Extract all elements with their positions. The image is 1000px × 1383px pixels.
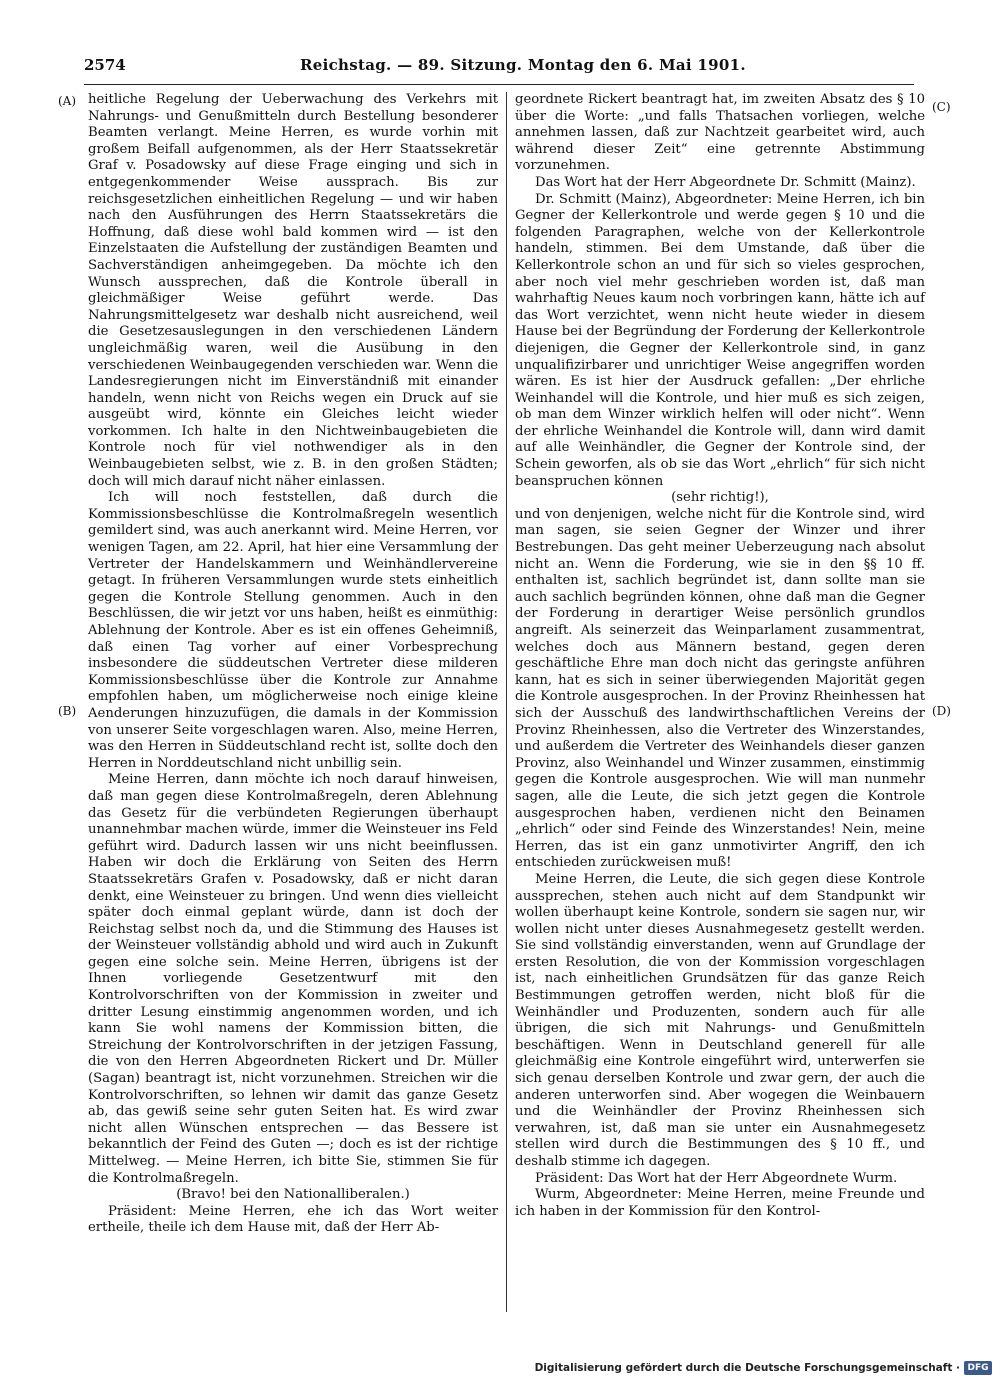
paragraph: Das Wort hat der Herr Abgeordnete Dr. Schmitt (Mainz).	[535, 174, 916, 190]
page-header	[84, 56, 914, 78]
margin-mark-c: (C)	[932, 100, 951, 114]
column-divider	[506, 92, 507, 1312]
left-column	[88, 92, 498, 1237]
paragraph: Wurm, Abgeordneter: Meine Herren, meine Freunde und ich haben in der Kommission für den Kontrol-	[515, 1187, 925, 1219]
paragraph: Meine Herren, die Leute, die sich gegen diese Kontrole aussprechen, stehen auch nicht auf dem Standpunkt wir wollen überhaupt keine Kontrole, sondern sie sagen nur, wir wollen nicht unter dieses Ausnahmegesetz gestellt werden. Sie sind vollständig einverstanden, wenn auf Grundlage der ersten Resolution, die von der Kommission vorgeschlagen ist, nach einheitlichen Grundsätzen für das ganze Reich Bestimmungen getroffen werden, nicht bloß für die Weinhändler und Produzenten, sondern auch für alle übrigen, die sich mit Nahrungs- und Genußmitteln beschäftigen. Wenn in Deutschland generell für alle gleichmäßig eine Kontrole eingeführt wird, unterwerfen sie sich genau derselben Kontrole und zwar gern, der auch die anderen unterworfen sind. Aber wogegen die Weinbauern und die Weinhändler der Provinz Rheinhessen sich verwahren, ist, daß man sie unter ein Ausnahmegesetz stellen wird durch die Bestimmungen des § 10 ff., und deshalb stimme ich dagegen.	[515, 871, 925, 1169]
paragraph: Präsident: Das Wort hat der Herr Abgeordnete Wurm.	[535, 1170, 898, 1186]
paragraph: und von denjenigen, welche nicht für die Kontrole sind, wird man sagen, sie seien Gegner der Winzer und ihrer Bestrebungen. Das geht meiner Ueberzeugung nach absolut nicht an. Wenn die Forderung, wie sie in den §§ 10 ff. enthalten ist, sachlich begründet ist, dann sollte man sie auch sachlich begründen können, ohne daß man die Gegner der Forderung in derartiger Weise persönlich grundlos angreift. Als seinerzeit das Weinparlament zusammentrat, welches doch aus Männern bestand, gegen deren geschäftliche Ehre man doch nicht das geringste anführen kann, hat es sich in seiner überwiegenden Majorität gegen die Kontrole ausgesprochen. In der Provinz Rheinhessen hat sich der Ausschuß des landwirthschaftlichen Vereins der Provinz Rheinhessen, also die Vertreter des Winzerstandes, und außerdem die Vertreter des Weinhandels dieser ganzen Provinz, also Weinhandel und Winzer zusammen, einstimmig gegen die Kontrole ausgesprochen. Wie will man nunmehr sagen, alle die Leute, die sich jetzt gegen die Kontrole ausgesprochen haben, verdienen nicht den Beinamen „ehrlich“ oder sind Feinde des Winzerstandes! Nein, meine Herren, das ist ein ganz unmotivirter Angriff, den ich entschieden zurückweisen muß!	[515, 506, 925, 871]
margin-mark-d: (D)	[932, 704, 951, 718]
margin-mark-a: (A)	[58, 94, 77, 108]
header-rule	[84, 84, 914, 85]
paragraph: Meine Herren, dann möchte ich noch darauf hinweisen, daß man gegen diese Kontrolmaßregeln, deren Ablehnung das Gesetz für die verbündeten Regierungen überhaupt unannehmbar machen würde, immer die Weinsteuer ins Feld geführt wird. Dadurch lassen wir uns nicht beeinflussen. Haben wir doch die Erklärung von Seiten des Herrn Staatssekretärs Grafen v. Posadowsky, daß er nicht daran denkt, eine Weinsteuer zu bringen. Und wenn dies vielleicht später doch einmal geplant würde, dann ist doch der Reichstag selbst noch da, und die Stimmung des Hauses ist der Weinsteuer vollständig abhold und wird auch in Zukunft gegen eine solche sein. Meine Herren, übrigens ist der Ihnen vorliegende Gesetzentwurf mit den Kontrolvorschriften von der Kommission in zweiter und dritter Lesung einstimmig angenommen worden, und ich kann Sie wohl namens der Kommission bitten, die Streichung der Kontrolvorschriften in der jetzigen Fassung, die von den Herren Abgeordneten Rickert und Dr. Müller (Sagan) beantragt ist, nicht vorzunehmen. Streichen wir die Kontrolvorschriften, so lehnen wir damit das ganze Gesetz ab, das gewiß seine sehr guten Seiten hat. Es wird zwar nicht allen Wünschen entsprechen — das Bessere ist bekanntlich der Feind des Guten —; doch es ist der richtige Mittelweg. — Meine Herren, ich bitte Sie, stimmen Sie für die Kontrolmaßregeln.	[88, 772, 498, 1186]
page-number: 2574	[84, 56, 126, 74]
paragraph: Ich will noch feststellen, daß durch die Kommissionsbeschlüsse die Kontrolmaßregeln wesentlich gemildert sind, was auch anerkannt wird. Meine Herren, vor wenigen Tagen, am 22. April, hat hier eine Versammlung der Vertreter der Handelskammern und Weinhändlervereine getagt. In früheren Versammlungen wurde stets einheitlich gegen die Kontrole Stellung genommen. Auch in den Beschlüssen, die wir jetzt vor uns haben, heißt es einmüthig: Ablehnung der Kontrole. Aber es ist ein offenes Geheimniß, daß einen Tag vorher auf einer Vorbesprechung insbesondere die süddeutschen Vertreter diese milderen Kommissionsbeschlüsse über die Kontrole zur Annahme empfohlen haben, um möglicherweise noch einige kleine Aenderungen hinzuzufügen, die damals in der Kommission von unserer Seite vorgeschlagen waren. Also, meine Herren, was den Herren in Süddeutschland recht ist, sollte doch den Herren in Norddeutschland nicht unbillig sein.	[88, 490, 498, 771]
funding-note: Digitalisierung gefördert durch die Deutsche Forschungsgemeinschaft ·	[534, 1362, 960, 1374]
margin-mark-b: (B)	[58, 704, 77, 718]
running-title: Reichstag. — 89. Sitzung. Montag den 6. Mai 1901.	[300, 56, 746, 74]
page-footer	[0, 1361, 1000, 1379]
dfg-logo: DFG	[964, 1361, 992, 1375]
right-column	[515, 92, 925, 1220]
paragraph: Dr. Schmitt (Mainz), Abgeordneter: Meine Herren, ich bin Gegner der Kellerkontrole und werde gegen § 10 und die folgenden Paragraphen, welche von der Kellerkontrole handeln, stimmen. Bei dem Umstande, daß über die Kellerkontrole schon an und für sich so vieles gesprochen, aber noch viel mehr geschrieben worden ist, daß man wahrhaftig Neues kaum noch vorbringen kann, hätte ich auf das Wort verzichtet, wenn nicht heute wieder in diesem Hause bei der Begründung der Forderung der Kellerkontrole diejenigen, die Gegner der Kellerkontrole sind, in ganz unqualifizirbarer und unrichtiger Weise angegriffen worden wären. Es ist hier der Ausdruck gefallen: „Der ehrliche Weinhandel will die Kontrole, und hier muß es sich zeigen, ob man dem Winzer wirklich helfen will oder nicht“. Wenn der ehrliche Weinhandel die Kontrole will, dann wird damit auf alle Weinhändler, die Gegner der Kontrole sind, der Schein geworfen, als ob sie das Wort „ehrlich“ für sich nicht beanspruchen können	[515, 191, 925, 489]
interjection: (sehr richtig!),	[671, 490, 769, 506]
paragraph: heitliche Regelung der Ueberwachung des Verkehrs mit Nahrungs- und Genußmitteln durch Bestellung besonderer Beamten verlangt. Meine Herren, es wurde vorhin mit großem Beifall aufgenommen, als der Herr Staatssekretär Graf v. Posadowsky auf diese Frage einging und sich in entgegenkommender Weise aussprach. Bis zur reichsgesetzlichen einheitlichen Regelung — und wir haben nach den Ausführungen des Herrn Staatssekretärs die Hoffnung, daß diese wohl bald kommen wird — ist den Einzelstaaten die Aufstellung der zuständigen Beamten und Sachverständigen anheimgegeben. Da möchte ich den Wunsch aussprechen, daß die Kontrole überall in gleichmäßiger Weise geführt werde. Das Nahrungsmittelgesetz war deshalb nicht ausreichend, weil die Gesetzesauslegungen in den verschiedenen Ländern ungleichmäßig waren, weil die Ausübung in den verschiedenen Weinbaugegenden verschieden war. Wenn die Landesregierungen nicht im Einverständniß mit einander handeln, wenn nicht von Reichs wegen ein Druck auf sie ausgeübt wird, könnte ein Gleiches leicht wieder vorkommen. Ich halte in den Nichtweinbaugebieten die Kontrole noch für viel nothwendiger als in den Weinbaugebieten selbst, wie z. B. in den großen Städten; doch will mich darauf nicht näher einlassen.	[88, 92, 498, 489]
interjection: (Bravo! bei den Nationalliberalen.)	[176, 1187, 410, 1203]
paragraph: Präsident: Meine Herren, ehe ich das Wort weiter ertheile, theile ich dem Hause mit, daß der Herr Ab-	[88, 1203, 498, 1236]
paragraph: geordnete Rickert beantragt hat, im zweiten Absatz des § 10 über die Worte: „und falls Thatsachen vorliegen, welche annehmen lassen, daß zur Nachtzeit gearbeitet wird, auch während dieser Zeit“ eine getrennte Abstimmung vorzunehmen.	[515, 92, 925, 174]
